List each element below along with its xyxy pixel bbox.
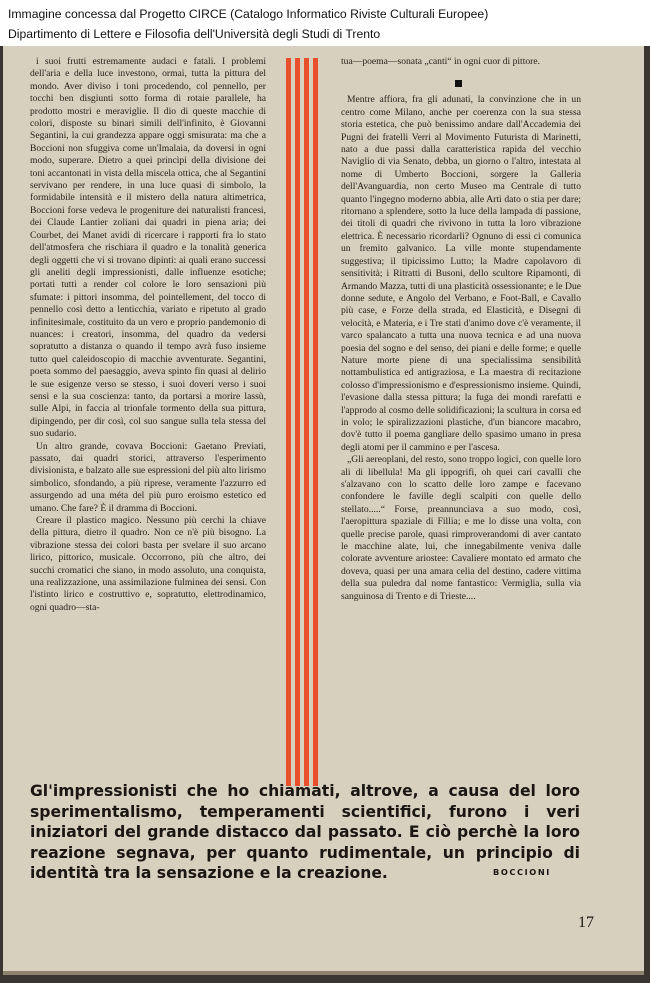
magazine-page xyxy=(3,46,644,971)
page-number: 17 xyxy=(578,914,594,931)
attribution-header xyxy=(0,0,650,46)
attribution-line-1: Immagine concessa dal Progetto CIRCE (Catalogo Informatico Riviste Culturali Europee) xyxy=(8,7,489,21)
decorative-stripes xyxy=(286,58,320,786)
left-paragraph-3: Creare il plastico magico. Nessuno più cerchi la chiave della pittura, dietro il quadro. Non ce n'è più bisogno. La vibrazione stessa dei colori basta per svelare il suo arcano lirico, pittorico, musicale. Occorrono, più che altro, dei succhi cromatici che siano, in modo assoluto, una conquista, una realizzazione, una assimilazione fulminea dei sensi. Con l'istinto lirico e costruttivo e, sopratutto, elettrodinamico, ogni quadro—sta- xyxy=(30,515,266,613)
boccioni-quote: Gl'impressionisti che ho chiamati, altrove, a causa del loro sperimentalismo, temperamenti scientifici, furono i veri iniziatori del grande distacco dal passato. E ciò perchè la loro reazione segnava, per quanto rudimentale, un principio di identità tra la sensazione e la creazione. xyxy=(30,782,580,883)
quote-signature: BOCCIONI xyxy=(493,867,551,877)
left-paragraph-1: i suoi frutti estremamente audaci e fatali. I problemi dell'aria e della luce investono, ormai, tutta la pittura del mondo. Aver diviso i toni procedendo, col pennello, per tocchi ben disgiunti sotto forma di rotaie parallele, ha prodotto mostri e meraviglie. Il dio di queste macchie di colori, disposte su binari simili dell'infinito, è Giovanni Segantini, la cui grandezza appare oggi smisurata: ma che a Boccioni non sfuggiva come un'Imalaia, da doversi in ogni modo, superare. Dietro a quei princìpi della divisione dei toni accantonati in vista della miscela ottica, che al Segantini servivano per rendere, in una luce quasi di simbolo, la formidabile intensità e il mistero della natura altimetrica, Boccioni forse vedeva le progeniture dei naturalisti francesi, dei Claude Lantier zoliani dai quadri in piena aria; dei Courbet, dei Manet avidi di ricercare i rapporti fra lo stato dell'atmosfera che rischiara il quadro e la tonalità generica degli oggetti che vi si trovano dipinti: ai quali erano successi gli aneliti degli impressionisti, dalle influenze esotiche; portati tutti a render col colore le loro sensazioni più sfumate: i pittori insomma, del pointellement, del tocco di pennello così detto a lenticchia, variato e ripetuto al grado infinitesimale, costituito da un vero e proprio pandemonio di nuances: i creatori, insomma, del quadro da vedersi sopratutto a distanza o quando il tempo avrà fuso insieme tutto quel caleidoscopio di macchie avventurate. Segantini, poeta sommo del paesaggio, aveva spinto fin quasi al delirio le sue esigenze verso se stesso, i suoi doveri verso i suoi sensi e la sua coscienza: tanto, da portarsi a morire lassù, sulle Alpi, in faccia al trionfale tormento della sua pittura, dipingendo, per dir così, col suo sangue sulla tela stessa del suo sudario. xyxy=(30,56,266,440)
stripe-1 xyxy=(286,58,291,786)
stripe-2 xyxy=(295,58,300,786)
right-paragraph-2: Mentre affiora, fra gli adunati, la convinzione che in un centro come Milano, anche per coerenza con la sua stessa storia estetica, che può benissimo andare dall'Accademia dei Pugni dei fratelli Verri al Movimento Futurista di Marinetti, nato a due passi dalla caratteristica rapida del vecchio Naviglio di via Senato, debba, un giorno o l'altro, intestata al nome di Umberto Boccioni, sorgere la Galleria dell'Avanguardia, non certo Museo ma Centrale di tutto quanto l'ingegno moderno abbia, alle Arti dato o stia per dare; ritornano a splendere, sotto la luce della lampada di passione, dei titoli di quadri che rivivono in tutta la loro vibrazione elettrica. È necessario ricordarli? Ognuno di essi ci comunica un fremito galvanico. La ville monte stupendamente suggestiva; il tipicissimo Lutto; la Madre capolavoro di sensitività; i Ritratti di Busoni, dello scultore Ripamonti, di Armando Mazza, tutti di una plasticità ossessionante; e le Due donne sedute, e Angolo del Verbano, e Foot-Ball, e Cavallo più case, e Forze della strada, ed Elasticità, e Disegni di velocità, e Materia, e i Tre stati d'animo dove c'è veramente, il varco spalancato a tutta una nuova tecnica e ad una nuova poesia del sogno e del senso, dei piani e delle forme; e quelle Nature morte piene di una specialissima sensibilità nottambulistica ed antigraziosa, e La maestra di recitazione colosso d'impressionismo e d'espressionismo insieme. Quindi, l'evasione dalla stessa pittura; la fuga dei mondi rarefatti e l'approdo al cosmo delle solidificazioni; la scultura in corsa ed in volo; le spiralizzazioni plastiche, d'un biancore macabro, dov'è tutto il poema gangliare dello spasimo umano in presa degli atomi per il cammino e per l'ascesa. xyxy=(341,94,581,453)
right-paragraph-1: tua—poema—sonata „canti“ in ogni cuor di pittore. xyxy=(341,56,541,67)
right-paragraph-3: „Gli aereoplani, del resto, sono troppo logici, con quelle loro ali di libellula! Ma gli ippogrifi, oh quei cari cavalli che s'alzavano con lo scatto delle loro zampe e facevano confondere le faville degli scalpiti con quelle dello stellato.....“ Forse, preannunciava a suo modo, così, l'aeropittura spaziale di Fillia; e me lo disse una volta, con quelle precise parole, quasi rimproverandomi di aver cantato le macchine alate, lui, che innegabilmente veniva dalle colorate avventure ariostee: Cavaliere montato ed armato che doveva, quasi per una amara celia del destino, cadere vittima della sua puledra dal nome fantastico: Vermiglia, sulla via sanguinosa di Trento e di Trieste.... xyxy=(341,454,581,602)
stripe-4 xyxy=(313,58,318,786)
attribution-line-2: Dipartimento di Lettere e Filosofia dell'Università degli Studi di Trento xyxy=(8,27,381,41)
left-text-column xyxy=(30,56,266,614)
right-text-column xyxy=(341,56,581,603)
left-paragraph-2: Un altro grande, covava Boccioni: Gaetano Previati, passato, dai quadri storici, attraverso l'esperimento divisionista, e balzato alle sue espressioni del più alto lirismo simbolico, sfondando, a più riprese, veramente l'azzurro ed assurgendo ad una méta del più puro eroismo estetico ed umano. Che fare? È il dramma di Boccioni. xyxy=(30,440,266,514)
stripe-3 xyxy=(304,58,309,786)
page-bottom-edge xyxy=(3,971,644,975)
